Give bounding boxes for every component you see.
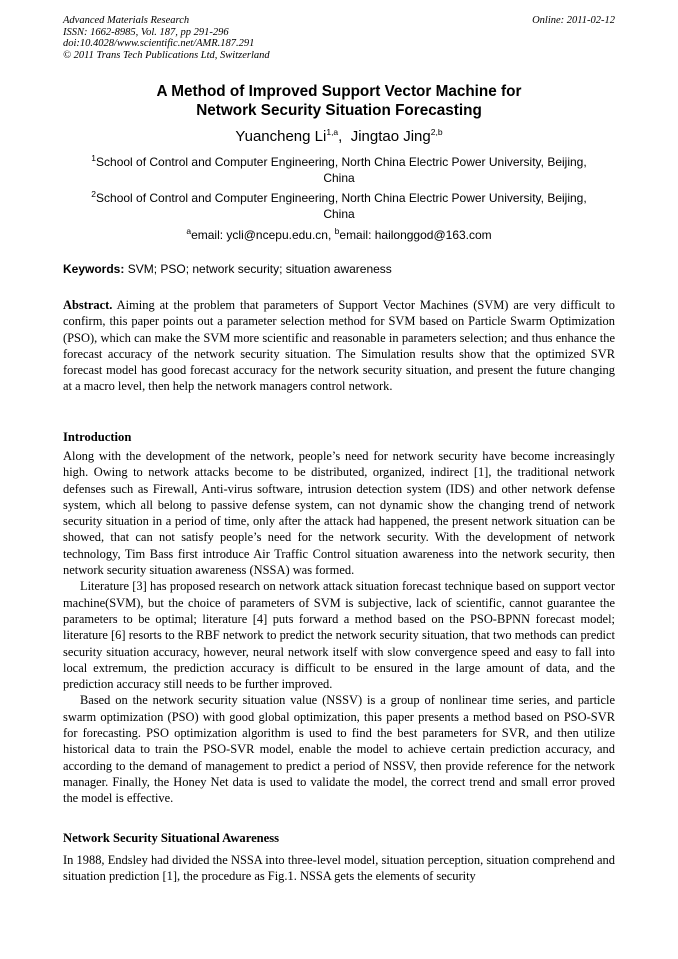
intro-paragraph-1: Along with the development of the network, people’s need for network security have become increasingly high. Owing to network attacks become to be distributed, organized, indirect [1], the traditional network defenses such as Firewall, Anti-virus software, intrusion detection system (IDS) and other network defense system, which all belong to passive defense system, can not dynamic show the changing trend of network security situation in a period of time, only after the attack had happened, the present network situation can be showed, that can not satisfy people’s need for the network security. With the development of network technology, Tim Bass first introduce Air Traffic Control situation awareness into the network security, then network security situation awareness (NSSA) was formed. [63, 449, 615, 578]
author-separator: , [338, 128, 347, 145]
affiliation-2-text: School of Control and Computer Engineering, North China Electric Power University, Beijing, [96, 191, 587, 205]
intro-paragraph-2: Literature [3] has proposed research on network attack situation forecast technique based on support vector machine(SVM), but the choice of parameters of SVM is subjective, lack of scientific, cannot guarantee the parameters to be optimal; literature [4] puts forward a method based on the PSO-BPNN forecast model; literature [6] resorts to the RBF network to predict the network security situation, that two methods can predict security situation accuracy, however, neural network itself with slow convergence speed and easy to fall into local extremum, the prediction accuracy is difficult to be ensured in the large amount of data, and the prediction accuracy still needs to be further improved. [63, 579, 615, 692]
email-a-sup: a [186, 226, 192, 236]
author-emails [63, 228, 615, 243]
doi-line: doi:10.4028/www.scientific.net/AMR.187.291 [63, 38, 255, 49]
affiliation-2-country: China [323, 206, 355, 221]
section-heading-introduction: Introduction [63, 430, 132, 444]
affiliation-2-sup: 2 [91, 189, 97, 199]
keywords [63, 262, 615, 277]
introduction-body [63, 448, 615, 807]
author-2-sup: 2,b [430, 127, 443, 137]
abstract-text: Aiming at the problem that parameters of Support Vector Machines (SVM) are very difficult to confirm, this paper points out a parameter selection method for SVM based on Particle Swarm Optimization (PSO), which can make the SVM more scientific and reasonable in parameters selection; and thus enhance the forecast accuracy of the network security situation. The Simulation results show that the optimized SVR forecast model has good forecast accuracy for the network security situation, and present the future changing at a macro level, then help the network managers control network. [63, 298, 615, 394]
author-1-sup: 1,a [326, 127, 339, 137]
nssa-paragraph-1: In 1988, Endsley had divided the NSSA into three-level model, situation perception, situation comprehend and situation prediction [1], the procedure as Fig.1. NSSA gets the elements of security [63, 853, 615, 884]
copyright-line: © 2011 Trans Tech Publications Ltd, Switzerland [63, 49, 270, 61]
affiliation-1 [63, 155, 615, 186]
title-line-1: A Method of Improved Support Vector Machine for [156, 83, 522, 100]
abstract-label: Abstract. [63, 298, 113, 312]
keywords-label: Keywords: [63, 262, 125, 276]
title-line-2: Network Security Situation Forecasting [196, 102, 482, 119]
author-2-name: Jingtao Jing [350, 128, 431, 145]
email-a: email: ycli@ncepu.edu.cn, [191, 228, 335, 242]
online-date: Online: 2011-02-12 [532, 15, 615, 26]
author-1-name: Yuancheng Li [235, 128, 327, 145]
affiliation-1-sup: 1 [91, 153, 97, 163]
email-b: email: hailonggod@163.com [339, 228, 492, 242]
journal-name: Advanced Materials Research [63, 15, 190, 26]
email-b-sup: b [334, 226, 340, 236]
affiliation-1-country: China [323, 170, 355, 185]
affiliation-2 [63, 191, 615, 222]
keywords-text: SVM; PSO; network security; situation awareness [124, 262, 392, 276]
author-list [63, 128, 615, 146]
section-heading-nssa: Network Security Situational Awareness [63, 831, 280, 845]
abstract [63, 297, 615, 395]
issn-line: ISSN: 1662-8985, Vol. 187, pp 291-296 [63, 26, 229, 38]
paper-title [63, 82, 615, 120]
affiliation-1-text: School of Control and Computer Engineering, North China Electric Power University, Beijing, [96, 155, 587, 169]
journal-header [63, 15, 615, 61]
nssa-body [63, 852, 615, 885]
intro-paragraph-3: Based on the network security situation value (NSSV) is a group of nonlinear time series, and particle swarm optimization (PSO) with good global optimization, this paper presents a method based on PSO-SVR for forecasting. PSO optimization algorithm is used to find the best parameters for SVR, and then utilize historical data to train the PSO-SVR model, enable the model to achieve certain prediction accuracy, and according to the demand of management to predict a period of NSSV, then provide reference for the network manager. Finally, the Honey Net data is used to validate the model, the correct trend and small error proved the model is effective. [63, 693, 615, 806]
